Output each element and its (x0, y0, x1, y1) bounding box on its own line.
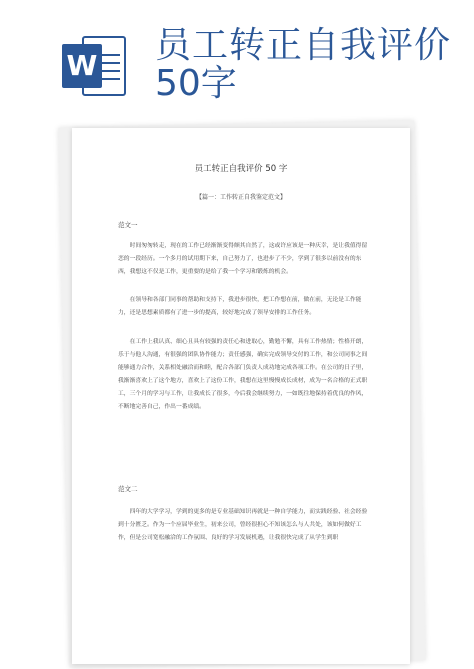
document-subtitle: 【篇一：工作转正自我鉴定范文】 (195, 194, 286, 201)
word-document-icon (62, 32, 128, 100)
page-title-line2: 50字 (155, 63, 237, 104)
page-header (0, 0, 474, 120)
paragraph: 在领导和各部门同事的帮助和支持下，我进步很快，把工作想在前，做在前，无论是工作能力，还是思想素质都有了进一步的提高，较好地完成了领导安排的工作任务。 (118, 297, 362, 316)
document-title: 员工转正自我评价 50 字 (194, 164, 288, 174)
paragraph: 时间匆匆转走，现在的工作已经渐渐变得颇其自然了，这或许应该是一种庆幸，是让我值得留恋的一段经历。一个多月的试用期下来，自己努力了，也进步了不少，学到了很多以前没有的东西，我想这不仅是工作，更重要的是给了我一个学习和锻炼的机会。 (118, 243, 368, 275)
document-page (72, 128, 410, 664)
paragraph: 四年的大学学习，学到的更多的是专业基础知识再就是一种自学能力，而实践经验、社会经验到十分匮乏。作为一个应届毕业生，初来公司，曾经很担心不知该怎么与人共处，该如何做好工作，但是公司宽松融洽的工作氛围、良好的学习发展机遇，让我很快完成了从学生到职 (118, 509, 368, 541)
paragraph: 在工作上我认真、细心且具有较强的责任心和进取心，勤勉不懈，具有工作热情；性格开朗，乐于与他人沟通，有很强的团队协作能力；责任感强，确实完成领导交付的工作，和公司同事之间能够通力合作，关系相处融洽而和睦，配合各部门负责人成功地完成各项工作。在公司的日子里，我渐渐喜欢上了这个地方，喜欢上了这份工作，我想在这里慢慢成长成材，成为一名合格的正式职工，三个月的学习与工作，让我成长了很多，今后我会继续努力，一如既往地保持着优良的作风，不断地完善自己，作出一番成绩。 (118, 339, 368, 410)
section-label-2: 范文二 (118, 485, 138, 493)
page-title-line1: 员工转正自我评价 (155, 25, 452, 66)
word-w-badge: W (62, 44, 102, 88)
section-label-1: 范文一 (118, 221, 138, 229)
